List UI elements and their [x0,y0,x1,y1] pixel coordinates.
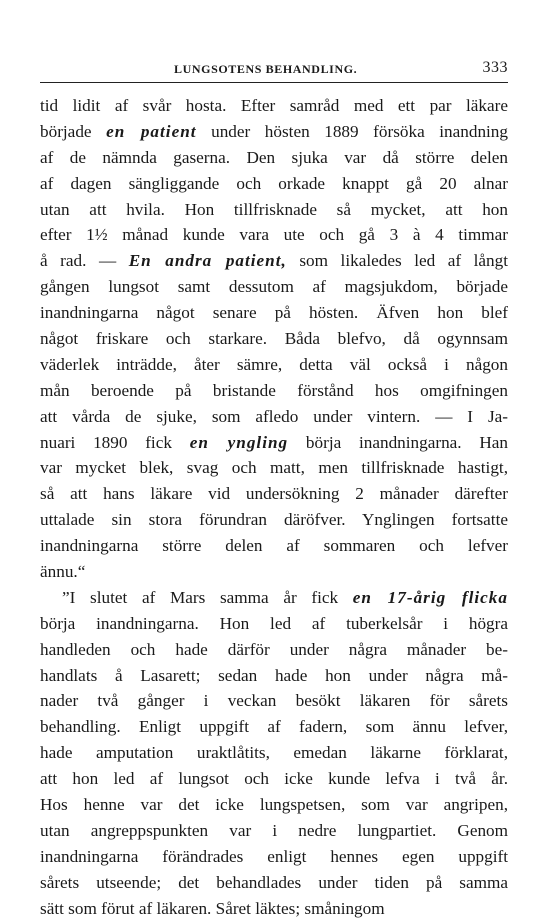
text-segment: ”I slutet af Mars samma år fick [62,587,353,607]
text-segment: af dagen sängliggande och orkade knappt gå 20 alnar [40,173,508,193]
emphasized-phrase: En andra patient, [128,251,287,271]
text-segment: nuari 1890 fick [40,432,190,452]
text-segment: något friskare och starkare. Båda blefvo, då ogynnsam [40,329,508,349]
text-line [40,119,508,145]
emphasized-phrase: en patient [106,121,197,141]
text-segment: sårets utseende; det behandlades under tiden på samma [40,872,508,892]
text-segment: väderlek inträdde, åter sämre, detta väl också i någon [40,354,508,374]
text-segment: under hösten 1889 försöka inandning [196,121,508,141]
emphasized-phrase: en yngling [189,432,289,452]
text-line [40,171,508,197]
text-line [40,378,508,404]
page-number: 333 [482,59,508,76]
text-segment: gången lungsot samt dessutom af magsjukdom, började [40,277,508,297]
text-line [40,611,508,637]
text-line [40,507,508,533]
emphasized-phrase: en 17-årig flicka [352,587,508,607]
book-page [40,60,508,922]
text-line [40,248,508,274]
text-line [40,455,508,481]
text-segment: hade amputation uraktlåtits, emedan läkarne förklarat, [40,743,508,763]
text-segment: handleden och hade därför under några månader be- [40,639,508,659]
text-segment: utan angreppspunkten var i nedre lungpartiet. Genom [40,820,508,840]
text-line [40,300,508,326]
text-line [40,637,508,663]
text-segment: börja inandningarna. Hon led af tuberkelsår i högra [40,613,508,633]
text-line [40,870,508,896]
text-line [40,430,508,456]
text-line [40,274,508,300]
text-line [40,145,508,171]
text-line [40,404,508,430]
text-segment: af de nämnda gaserna. Den sjuka var då större delen [40,147,508,167]
text-segment: inandningarna förändrades enligt hennes egen uppgift [40,846,508,866]
text-line [40,481,508,507]
text-segment: sätt som förut af läkaren. Såret läktes; småningom [40,898,385,918]
text-segment: som likaledes led af långt [286,251,508,271]
running-title: LUNGSOTENS BEHANDLING. [174,62,358,76]
text-segment: var mycket blek, svag och matt, men tillfrisknade hastigt, [40,458,508,478]
text-line [40,559,508,585]
text-line [40,663,508,689]
text-line [40,688,508,714]
text-segment: Hos henne var det icke lungspetsen, som var angripen, [40,795,508,815]
text-segment: börja inandningarna. Han [288,432,508,452]
text-line [40,844,508,870]
text-line [40,326,508,352]
text-line [40,93,508,119]
text-segment: tid lidit af svår hosta. Efter samråd med ett par läkare [40,96,508,115]
text-segment: å rad. — [40,251,129,271]
text-segment: inandningarna något senare på hösten. Äfven hon blef [40,303,508,323]
text-segment: behandling. Enligt uppgift af fadern, som ännu lefver, [40,717,508,737]
text-segment: mån beroende på bristande förstånd hos omgifningen [40,380,508,400]
text-segment: uttalade sin stora förundran däröfver. Ynglingen fortsatte [40,510,508,530]
text-line [40,197,508,223]
text-line [40,896,508,922]
text-segment: nader två gånger i veckan besökt läkaren för sårets [40,691,508,711]
text-line [40,222,508,248]
text-line [40,818,508,844]
body-text [40,93,508,922]
text-segment: utan att hvila. Hon tillfrisknade så mycket, att hon [40,199,508,219]
text-segment: att hon led af lungsot och icke kunde lefva i två år. [40,769,508,789]
text-segment: ännu.“ [40,562,86,582]
text-segment: efter 1½ månad kunde vara ute och gå 3 à 4 timmar [40,225,508,245]
text-line [40,740,508,766]
text-line [40,533,508,559]
text-line [40,352,508,378]
text-line [40,766,508,792]
text-segment: så att hans läkare vid undersökning 2 månader därefter [40,484,508,504]
page-header [40,60,508,83]
text-segment: handlats å Lasarett; sedan hade hon under några må- [40,665,508,685]
text-segment: att vårda de sjuke, som afledo under vintern. — I Ja- [40,406,508,426]
text-segment: började [40,121,107,141]
text-line [40,714,508,740]
text-line [40,585,508,611]
text-line [40,792,508,818]
text-segment: inandningarna större delen af sommaren och lefver [40,536,508,556]
